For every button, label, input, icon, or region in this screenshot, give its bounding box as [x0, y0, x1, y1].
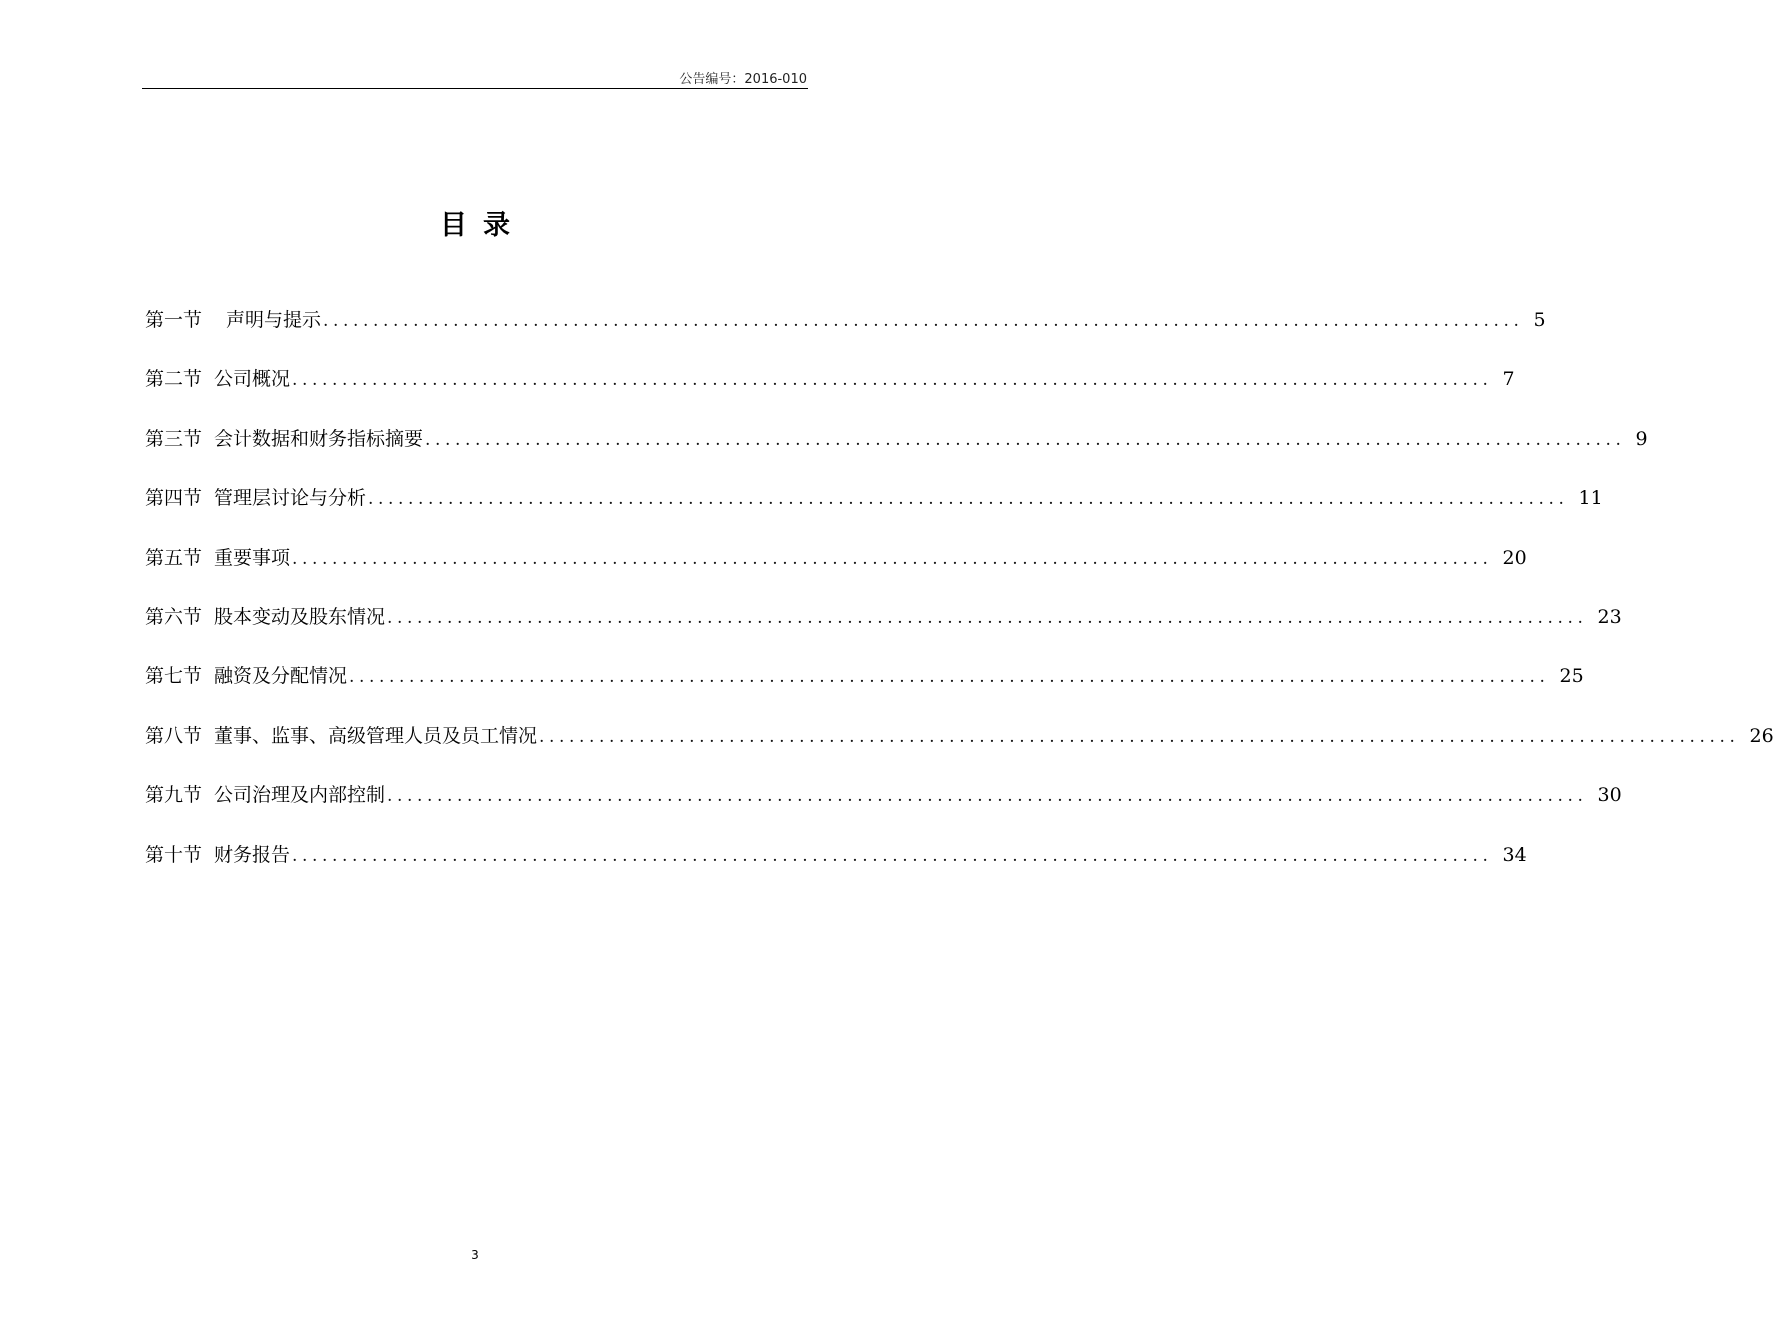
- toc-section-title: 声明与提示: [226, 309, 322, 331]
- toc-page-number: 5: [1533, 309, 1546, 331]
- toc-leader-dots: ........................................................................................................................: [292, 548, 1493, 569]
- toc-page-number: 9: [1635, 427, 1648, 450]
- toc-entry-2[interactable]: [145, 364, 1515, 423]
- toc-leader-dots: ........................................................................................................................: [349, 667, 1550, 688]
- toc-section-number: 第五节: [145, 546, 203, 569]
- toc-section-title: 管理层讨论与分析: [214, 487, 367, 510]
- toc-leader-dots: ........................................................................................................................: [292, 845, 1493, 866]
- header-divider: [142, 88, 808, 89]
- toc-section-number: 第四节: [145, 487, 203, 510]
- toc-leader-dots: ........................................................................................................................: [425, 429, 1626, 450]
- toc-page-number: 20: [1502, 546, 1527, 569]
- toc-section-number: 第七节: [145, 665, 203, 688]
- toc-section-title: 财务报告: [214, 843, 291, 866]
- toc-leader-dots: ........................................................................................................................: [323, 311, 1524, 331]
- toc-entry-10[interactable]: [145, 840, 1527, 899]
- page-number: 3: [471, 1248, 479, 1262]
- toc-entry-8[interactable]: [145, 721, 1774, 780]
- toc-leader-dots: ........................................................................................................................: [387, 786, 1588, 807]
- toc-page-number: 26: [1749, 724, 1774, 747]
- toc-entry-4[interactable]: [145, 483, 1603, 542]
- table-of-contents: [145, 305, 1774, 899]
- toc-page-number: 7: [1502, 368, 1515, 391]
- toc-section-title: 股本变动及股东情况: [214, 605, 386, 628]
- toc-page-number: 30: [1597, 784, 1622, 807]
- toc-section-number: 第六节: [145, 605, 203, 628]
- toc-entry-9[interactable]: [145, 780, 1622, 839]
- toc-page-number: 25: [1559, 665, 1584, 688]
- announcement-number: 公告编号：2016-010: [679, 72, 807, 87]
- toc-page-number: 11: [1578, 487, 1603, 510]
- toc-page-number: 34: [1502, 843, 1527, 866]
- toc-section-number: 第一节: [145, 309, 203, 331]
- toc-leader-dots: ........................................................................................................................: [539, 726, 1740, 747]
- toc-page-number: 23: [1597, 605, 1622, 628]
- toc-section-title: 公司概况: [214, 368, 291, 391]
- toc-entry-3[interactable]: [145, 424, 1648, 483]
- toc-leader-dots: ........................................................................................................................: [387, 607, 1588, 628]
- toc-entry-1[interactable]: [145, 305, 1546, 364]
- page-title: 目录: [440, 210, 526, 241]
- toc-entry-5[interactable]: [145, 543, 1527, 602]
- toc-section-title: 董事、监事、高级管理人员及员工情况: [214, 724, 538, 747]
- toc-section-title: 公司治理及内部控制: [214, 784, 386, 807]
- toc-section-title: 重要事项: [214, 546, 291, 569]
- toc-entry-7[interactable]: [145, 661, 1584, 720]
- toc-section-number: 第九节: [145, 784, 203, 807]
- toc-section-title: 融资及分配情况: [214, 665, 348, 688]
- toc-entry-6[interactable]: [145, 602, 1622, 661]
- toc-section-number: 第十节: [145, 843, 203, 866]
- toc-leader-dots: ........................................................................................................................: [292, 370, 1493, 391]
- toc-leader-dots: ........................................................................................................................: [368, 489, 1569, 510]
- toc-section-number: 第三节: [145, 427, 203, 450]
- toc-section-number: 第二节: [145, 368, 203, 391]
- toc-section-number: 第八节: [145, 724, 203, 747]
- toc-section-title: 会计数据和财务指标摘要: [214, 427, 424, 450]
